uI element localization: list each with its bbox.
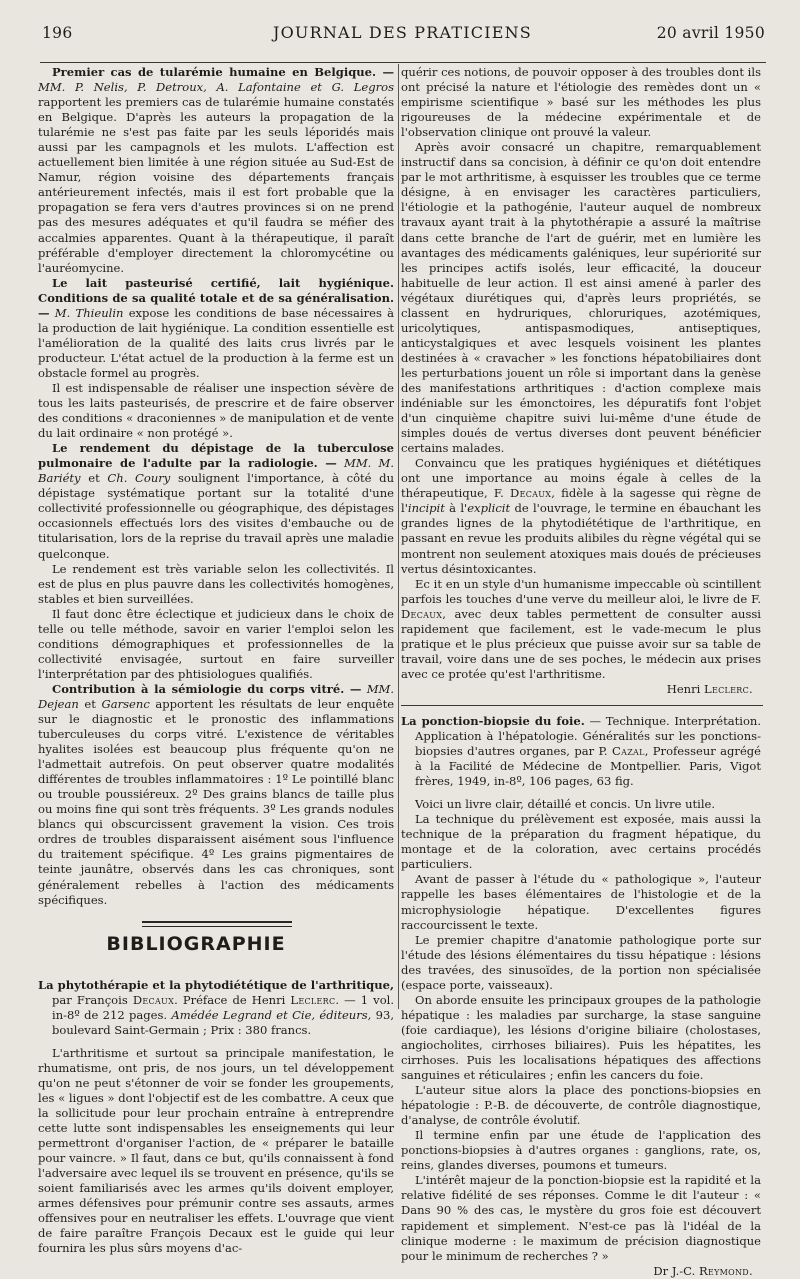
review-paragraph: La technique du prélèvement est exposée, mais aussi la technique de la préparation du fragment hépatique, du montage et de la coloration, avec certains procédés particuliers. bbox=[401, 812, 761, 872]
review-paragraph: L'intérêt majeur de la ponction-biopsie est la rapidité et la relative fidélité de ses réponses. Comme le dit l'auteur : « Dans 90 % des cas, le mystère du gros foie est découvert rapidement et simplement. N'est-ce pas là l'idéal de la clinique moderne : le maximum de précision diagnostique pour le minimum de recherches ? » bbox=[401, 1173, 761, 1263]
author-name: Decaux bbox=[510, 486, 552, 501]
article-authors: Garsenc bbox=[101, 696, 150, 711]
conjunction: et bbox=[88, 471, 100, 486]
article-lait bbox=[38, 276, 394, 381]
article-authors: MM. M. Bariéty bbox=[38, 456, 395, 486]
review-signature bbox=[401, 1264, 761, 1279]
article-paragraph: Le rendement est très variable selon les collectivités. Il est de plus en plus pauvre dans les collectivités homogènes, stables et bien surveillées. bbox=[38, 561, 394, 606]
spacer bbox=[38, 1038, 394, 1046]
article-body: apportent les résultats de leur enquête sur le diagnostic et le pronostic des inflammations tuberculeuses du corps vitré. L'existence de véritables hyalites isolées est beaucoup plus fréquente qu'on ne l'admettait autrefois. On peut observer quatre modalités différentes de troubles inflammatoires : 1º Le pointillé blanc ou trouble poussiéreux. 2º Des grains blancs de taille plus ou moins fine qui sont très fréquents. 3º Les grands nodules blancs qui obscurcissent gravement la vision. Ces trois ordres de troubles disparaissent aisément sous l'influence du traitement spécifique. 4º Les grains pigmentaires de teinte jaunâtre, observés dans les cas chroniques, sont généralement rebelles à l'action des médicaments spécifiques. bbox=[38, 696, 395, 907]
book-entry-ponction bbox=[401, 714, 761, 789]
section-rule bbox=[142, 926, 292, 927]
book-format: . — 1 vol. in-8º de 212 pages. bbox=[52, 992, 395, 1022]
review-signature bbox=[401, 682, 761, 697]
article-paragraph: Il est indispensable de réaliser une inspection sévère de tous les laits pasteurisés, de prescrire et de faire observer des conditions « draconiennes » de manipulation et de vente du lait ordinaire « non protégé ». bbox=[38, 380, 394, 441]
review-paragraph: quérir ces notions, de pouvoir opposer à des troubles dont ils ont précisé la nature et l'étiologie des remèdes dont un « empirisme scientifique » basé sur les méthodes les plus rigoureuses de la médecine expérimentale et de l'observation clinique ont prouvé la valeur. bbox=[401, 65, 761, 140]
review-paragraph bbox=[401, 456, 761, 576]
review-paragraph: L'arthritisme et surtout sa principale manifestation, le rhumatisme, ont pris, de nos jours, un tel développement qu'on ne peut s'étonner de voir se fonder les groupements, les « ligues » dont l'objectif est de les combattre. A ceux que la sollicitude pour leur prochain entraîne à entreprendre cette lutte sont indispensables les enseignements qui leur permettront d'organiser l'action, de « préparer le bataille pour vaincre. » Il faut, dans ce but, qu'ils connaissent à fond l'adversaire avec lequel ils se trouvent en présence, qu'ils se soient familiarisés avec les armes qu'ils doivent employer, armes défensives pour prémunir contre ses assauts, armes offensives pour en neutraliser les effets. L'ouvrage que vient de faire paraître François Decaux est le guide qui leur fournira les plus sûrs moyens d'ac- bbox=[38, 1045, 394, 1256]
section-rule bbox=[142, 921, 292, 923]
book-publisher: Amédée Legrand et Cie, éditeurs, bbox=[171, 1007, 372, 1022]
column-divider bbox=[398, 64, 399, 1009]
review-paragraph: L'auteur situe alors la place des ponctions-biopsies en hépatologie : P.-B. de découverte, de contrôle diagnostique, d'analyse, de contrôle évolutif. bbox=[401, 1083, 761, 1128]
article-paragraph: Il faut donc être éclectique et judicieux dans le choix de telle ou telle méthode, savoir en varier l'emploi selon les conditions démographiques et professionnelles de la collectivité envisagée, surtout en faire surveiller l'interprétation par des phtisiologues qualifiés. bbox=[38, 606, 394, 681]
book-preface-label: . Préface de Henri bbox=[174, 992, 286, 1007]
spacer bbox=[401, 789, 761, 797]
article-tularemie bbox=[38, 65, 394, 276]
latin-term: incipit bbox=[407, 501, 445, 516]
text-run: , avec deux tables permettent de consulter aussi rapidement que facilement, est le vade-mecum le plus pratique et le plus précieux que puisse avoir sur sa table de travail, voire dans une de ses poches, le médecin aux prises avec ce protée qu'est l'arthritisme. bbox=[401, 606, 761, 681]
article-authors: MM. Dejean bbox=[38, 681, 395, 711]
article-title: Premier cas de tularémie humaine en Belgique. — bbox=[52, 65, 394, 79]
right-column bbox=[401, 65, 761, 1279]
article-corps-vitre bbox=[38, 682, 394, 908]
book-author: Cazal bbox=[611, 744, 645, 759]
article-title: Contribution à la sémiologie du corps vitré. — bbox=[52, 681, 362, 696]
review-paragraph: Il termine enfin par une étude de l'application des ponctions-biopsies à d'autres organes : ganglions, rate, os, reins, glandes diverses, poumons et tumeurs. bbox=[401, 1128, 761, 1173]
book-preface-author: Leclerc bbox=[290, 992, 336, 1007]
book-by: par François bbox=[52, 992, 128, 1007]
review-paragraph: Voici un livre clair, détaillé et concis. Un livre utile. bbox=[415, 797, 716, 812]
book-entry-phytotherapie bbox=[38, 978, 394, 1038]
left-column bbox=[38, 65, 394, 1257]
signature-first: Dr J.-C. bbox=[653, 1263, 696, 1278]
text-run: de l'ouvrage, le termine en ébauchant les grandes lignes de la phytodiététique de l'arthritique, en passant en revue les produits alibiles du règne végétal qui se montrent non seulement atoxiques mais doués de précieuses vertus désintoxicantes. bbox=[401, 501, 762, 576]
book-title: La phytothérapie et la phytodiététique de l'arthritique, bbox=[38, 977, 394, 992]
book-details: , Professeur agrégé à la Facilité de Médecine de Montpellier. Paris, Vigot frères, 1949, in-8º, 106 pages, 63 fig. bbox=[415, 744, 762, 789]
signature-first: Henri bbox=[666, 681, 701, 696]
book-address: 93, boulevard Saint-Germain ; Prix : 380 francs. bbox=[52, 1007, 395, 1037]
text-run: Convaincu que les pratiques hygiéniques et diététiques ont une importance au moins égale à celles de la thérapeutique, F. bbox=[401, 456, 761, 501]
text-run: , fidèle à la sagesse qui règne de l' bbox=[401, 486, 761, 516]
article-authors: Ch. Coury bbox=[107, 471, 171, 486]
article-authors: M. Thieulin bbox=[54, 305, 124, 320]
section-heading: BIBLIOGRAPHIE bbox=[106, 932, 286, 955]
review-paragraph: Le premier chapitre d'anatomie pathologique porte sur l'étude des lésions élémentaires du tissu hépatique : lésions des travées, des sinusoïdes, de la portion non spécialisée (espace porte, vaisseaux). bbox=[401, 932, 761, 992]
article-title: Le rendement du dépistage de la tuberculose pulmonaire de l'adulte par la radiologie. — bbox=[38, 441, 394, 471]
issue-date: 20 avril 1950 bbox=[656, 24, 765, 42]
review-paragraph: On aborde ensuite les principaux groupes de la pathologie hépatique : les maladies par surcharge, la stase sanguine (foie cardiaque), les lésions d'origine biliaire (cholostases, angiocholites, cirrhoses biliaires). Puis les hépatites, les cirrhoses. Puis les localisations hépatiques des affections sanguines et réticulaires ; enfin les cancers du foie. bbox=[401, 992, 761, 1083]
review-paragraph: Avant de passer à l'étude du « pathologique », l'auteur rappelle les bases élémentaires de l'histologie et de la microphysiologie hépatique. D'excellentes figures raccourcissent le texte. bbox=[401, 872, 761, 932]
article-body: rapportent les premiers cas de tularémie humaine constatés en Belgique. D'après les auteurs la propagation de la tularémie ne s'est pas faite par les seuls léporidés mais aussi par les campagnols et les mulots. L'affection est actuellement bien limitée à une région située au Sud-Est de Namur, région voisine des départements français antérieurement infectés, mais il est fort probable que la propagation se fera vers d'autres provinces si on ne prend pas des mesures adéquates et qu'il faudra se méfier des accalmies apparentes. Quant à la thérapeutique, il paraît préférable d'employer directement la chloromycétine ou l'auréomycine. bbox=[38, 95, 394, 275]
book-title: La ponction-biopsie du foie. bbox=[401, 713, 585, 728]
latin-term: explicit bbox=[467, 501, 511, 516]
article-title: Le lait pasteurisé certifié, lait hygiénique. Conditions de sa qualité totale et de sa généralisation. — bbox=[38, 275, 394, 320]
conjunction: et bbox=[84, 696, 96, 711]
signature-last: Reymond. bbox=[698, 1263, 753, 1278]
page-number: 196 bbox=[42, 24, 73, 42]
article-body: soulignent l'importance, à côté du dépistage systématique portant sur la totalité d'une collectivité professionnelle ou géographique, des dépistages occasionnels effectués lors des visites d'embauche ou de titularisation, lors de la reprise du travail après une maladie quelconque. bbox=[38, 471, 395, 561]
article-tuberculose bbox=[38, 441, 394, 561]
header-rule bbox=[40, 62, 766, 63]
journal-title: JOURNAL DES PRATICIENS bbox=[273, 23, 532, 42]
review-paragraph: Après avoir consacré un chapitre, remarquablement instructif dans sa concision, à définir ce qu'on doit entendre par le mot arthritisme, à esquisser les troubles que ce terme désigne, à en envisager les caractères particuliers, l'étiologie et la pathogénie, l'auteur auquel de nombreux travaux ayant trait à la phytothérapie a assuré la maîtrise dans cette branche de l'art de guérir, met en lumière les avantages des médicaments galéniques, leur supériorité sur les principes actifs isolés, leur efficacité, la douceur habituelle de leur action. Il est ainsi amené à parler des végétaux diurétiques qui, d'après leurs propriétés, se classent en hydruriques, chloruriques, azotémiques, uricolytiques, antispasmodiques, antiseptiques, anticystalgiques et avec lesquels voisinent les plantes destinées à « cravacher » les fonctions hépatobiliaires dont les perturbations jouent un rôle si important dans la genèse des manifestations arthritiques : d'action complexe mais indéniable sur les émonctoires, les dépuratifs font l'objet d'un cinquième chapitre suivi lui-même d'une étude de simples doués de vertus diverses dont peuvent bénéficier certains malades. bbox=[401, 140, 761, 456]
author-name: Decaux bbox=[401, 606, 443, 621]
book-author: Decaux bbox=[132, 992, 175, 1007]
book-subtitle: — Technique. Interprétation. Application à l'hépatologie. Généralités sur les ponctions-biopsies d'autres organes, par P. bbox=[415, 713, 762, 759]
text-run: à l' bbox=[444, 501, 468, 516]
article-authors: MM. P. Nelis, P. Detroux, A. Lafontaine et G. Legros bbox=[38, 80, 394, 95]
review-paragraph bbox=[401, 577, 761, 682]
signature-last: Leclerc. bbox=[704, 681, 753, 696]
page-header bbox=[40, 22, 765, 46]
section-rule bbox=[401, 705, 763, 706]
article-body: expose les conditions de base nécessaires à la production de lait hygiénique. La condition essentielle est l'amélioration de la qualité des laits crus livrés par le producteur. L'état actuel de la production à la ferme est un obstacle formel au progrès. bbox=[38, 305, 395, 380]
text-run: Ec it en un style d'un humanisme impeccable où scintillent parfois les touches d'une verve du meilleur aloi, le livre de F. bbox=[401, 576, 761, 606]
